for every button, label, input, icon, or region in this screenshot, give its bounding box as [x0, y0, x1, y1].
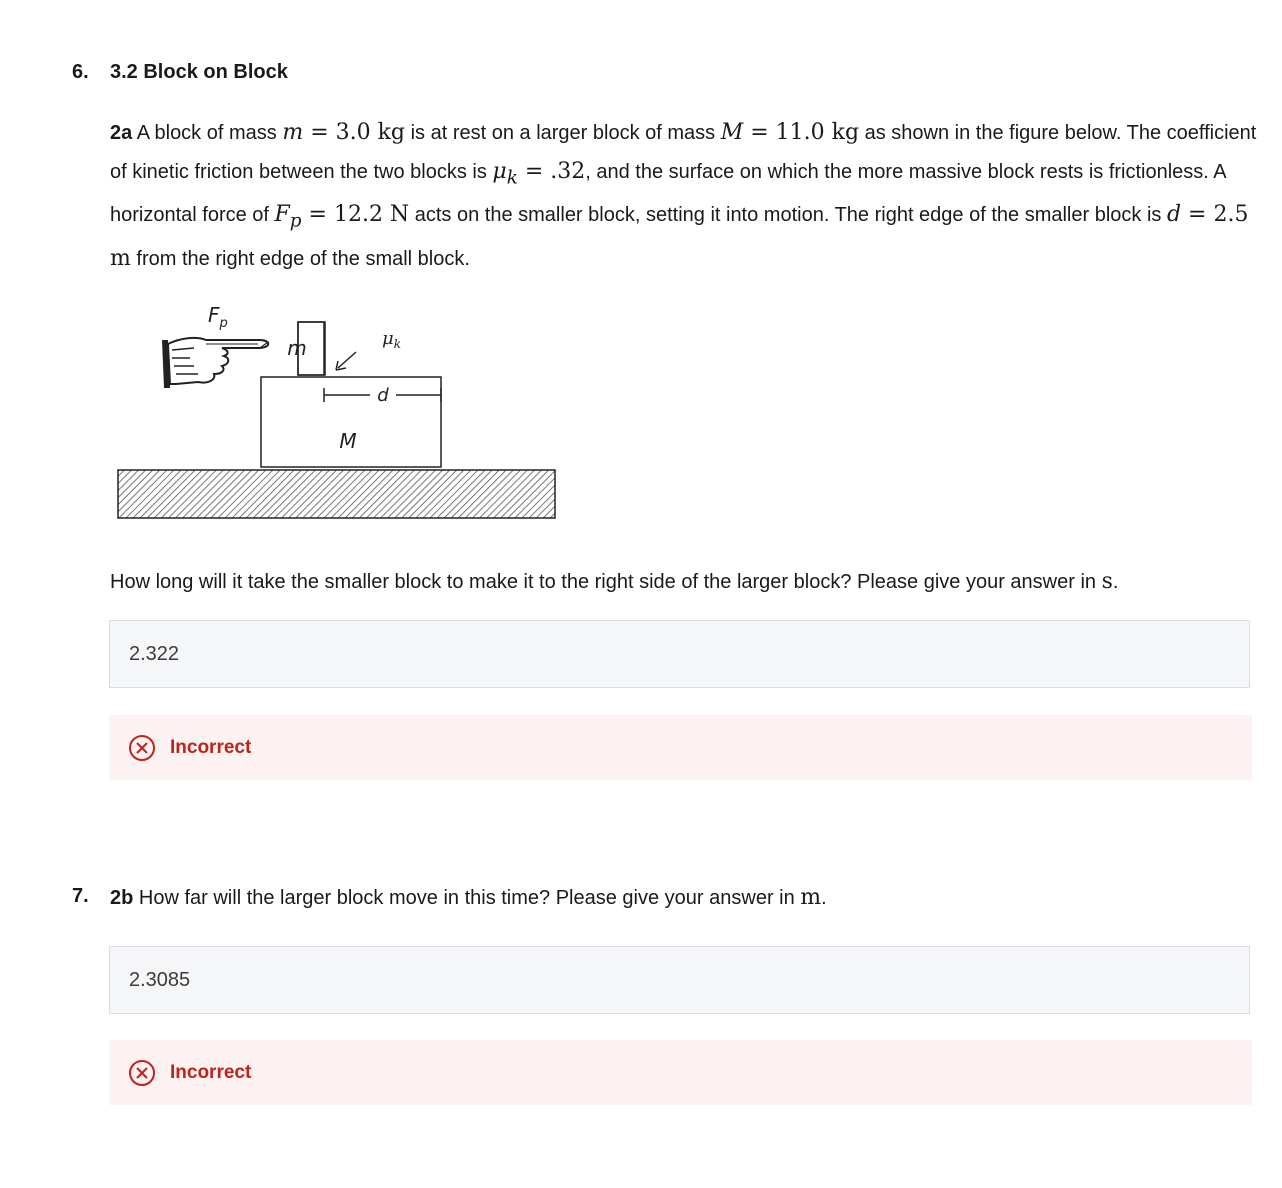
distance-label: d	[377, 385, 389, 406]
large-block	[261, 377, 441, 467]
incorrect-x-icon	[128, 1059, 156, 1087]
part-label: 2a	[110, 122, 133, 144]
pointing-hand-icon	[162, 338, 268, 388]
large-mass-label: M	[339, 429, 357, 453]
answer-input-q6[interactable]: 2.322	[109, 620, 1250, 688]
frictionless-floor	[118, 470, 555, 518]
small-mass-label: m	[287, 336, 307, 360]
question-6-prompt: How long will it take the smaller block to make it to the right side of the larger block? Please give your answer in s.	[110, 569, 1119, 594]
feedback-q6	[109, 715, 1252, 780]
friction-arrow-icon	[336, 352, 356, 370]
question-7-number: 7.	[72, 885, 89, 907]
question-7-prompt: 2b How far will the larger block move in this time? Please give your answer in m.	[110, 885, 827, 910]
force-label: $F_p$	[208, 303, 228, 331]
question-6-title: 3.2 Block on Block	[110, 61, 288, 83]
feedback-q7	[109, 1040, 1252, 1105]
incorrect-x-icon	[128, 734, 156, 762]
part-label: 2b	[110, 887, 134, 909]
feedback-label: Incorrect	[170, 1061, 252, 1083]
block-on-block-figure	[110, 300, 560, 525]
question-6-number: 6.	[72, 61, 89, 83]
answer-input-q7[interactable]: 2.3085	[109, 946, 1250, 1014]
friction-label: $\mu_k$	[382, 328, 401, 351]
feedback-label: Incorrect	[170, 736, 252, 758]
question-6-statement: 2a A block of mass m = 3.0 kg is at rest on a larger block of mass M = 11.0 kg as shown in the figure below. The coefficient of kinetic friction between the two blocks is $\mu_k = .32$, and the surface on which the more massive block rests is frictionless. A horizontal force of $F_p = 12.2$ N acts on the smaller block, setting it into motion. The right edge of the smaller block is d = 2.5 m from the right edge of the small block.	[110, 120, 1257, 272]
